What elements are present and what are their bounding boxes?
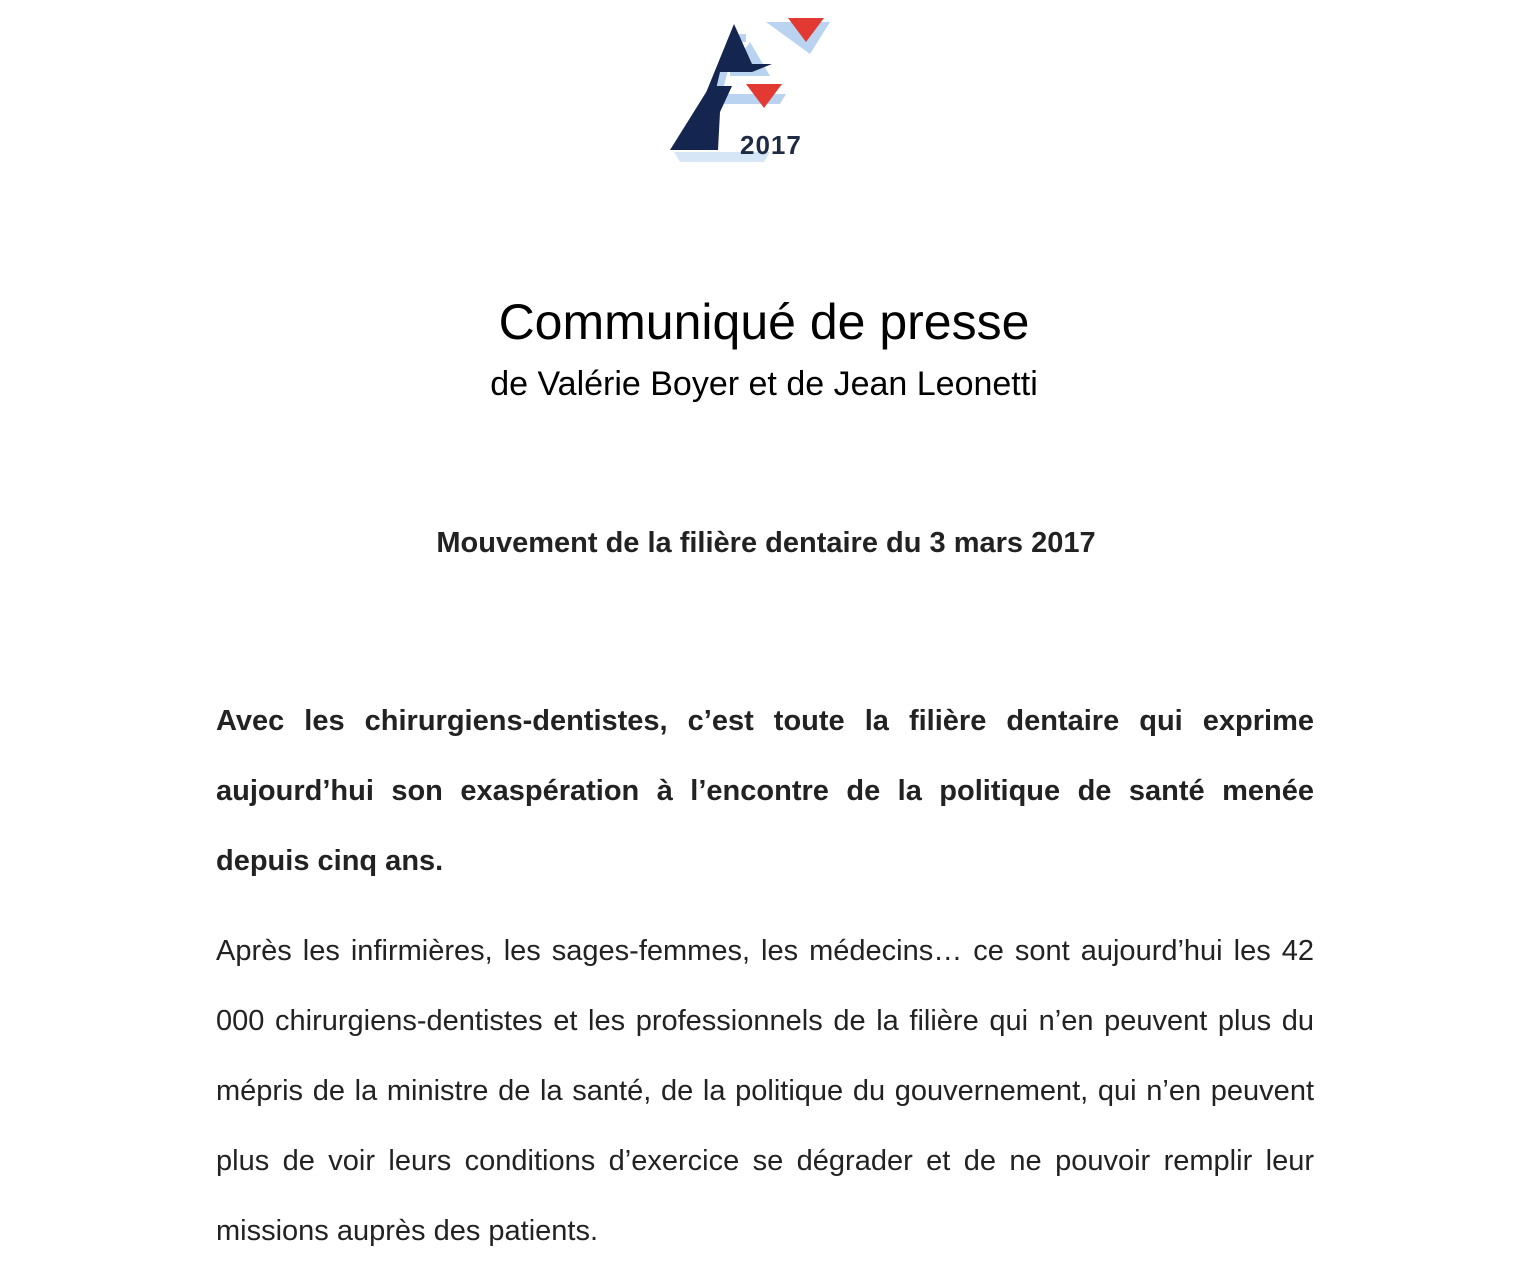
logo-year: 2017: [740, 130, 802, 160]
press-headline: Mouvement de la filière dentaire du 3 mars 2017: [436, 527, 1096, 559]
page-subtitle: de Valérie Boyer et de Jean Leonetti: [490, 365, 1038, 403]
body-paragraph: Après les infirmières, les sages-femmes, les médecins… ce sont aujourd’hui les 42 000 chirurgiens-dentistes et les professionnels de la filière qui n’en peuvent plus du mépris de la ministre de la santé, de la politique du gouvernement, qui n’en peuvent plus de voir leurs conditions d’exercice se dégrader et de ne pouvoir remplir leur missions auprès des patients.: [216, 935, 1314, 1247]
press-body: [216, 686, 1314, 1266]
lead-paragraph: Avec les chirurgiens-dentistes, c’est toute la filière dentaire qui exprime aujourd’hui son exaspération à l’encontre de la politique de santé menée depuis cinq ans.: [216, 705, 1314, 877]
party-logo: [660, 12, 840, 172]
page-title: Communiqué de presse: [498, 294, 1030, 350]
